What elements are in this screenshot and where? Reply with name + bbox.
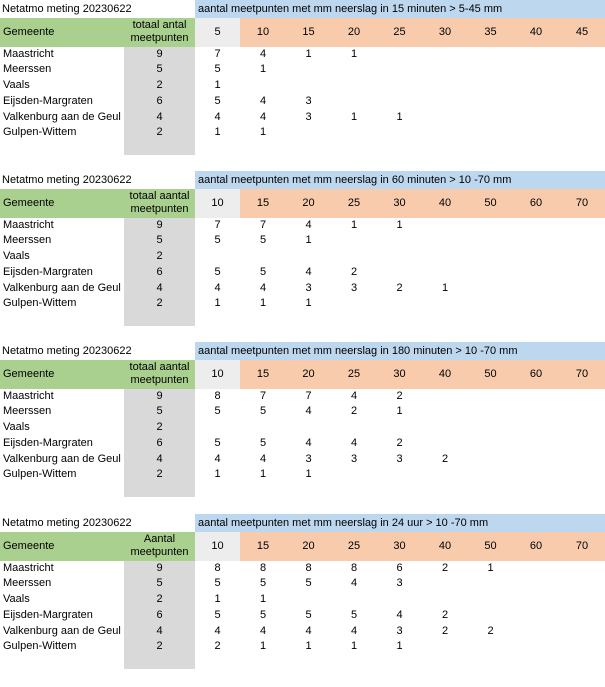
count-cell: 2: [396, 282, 403, 294]
threshold-header: 25: [331, 532, 377, 561]
count-cell: 2: [487, 625, 494, 637]
count-cell: 4: [259, 48, 267, 60]
table-row: [0, 249, 605, 264]
header-total-line: totaal aantal: [129, 190, 190, 202]
table-row: [0, 467, 605, 482]
threshold-header: 15: [286, 18, 331, 47]
municipality-name: Vaals: [3, 593, 30, 605]
municipality-name: Gulpen-Wittem: [3, 126, 77, 138]
count-cell: 5: [259, 405, 267, 417]
threshold-header: 50: [468, 189, 513, 218]
count-cell: 5: [214, 266, 221, 278]
header-gemeente: Gemeente: [0, 189, 124, 218]
table-row: [0, 420, 605, 435]
count-cell: 1: [305, 297, 312, 309]
count-cell: 5: [259, 234, 267, 246]
header-total-line: Aantal: [143, 533, 176, 545]
table-row: [0, 47, 605, 62]
total-value: 5: [156, 577, 163, 589]
count-cell: 8: [259, 562, 267, 574]
municipality-name: Maastricht: [3, 390, 54, 402]
count-cell: 1: [259, 126, 267, 138]
count-cell: 1: [350, 640, 358, 652]
threshold-header: 70: [559, 360, 605, 389]
count-cell: 1: [350, 111, 358, 123]
table-row: [0, 592, 605, 607]
count-cell: 2: [441, 562, 449, 574]
count-cell: 5: [214, 405, 221, 417]
count-cell: 1: [259, 297, 267, 309]
count-cell: 2: [441, 609, 449, 621]
total-value: 2: [156, 250, 163, 262]
count-cell: 4: [259, 625, 267, 637]
count-cell: 1: [396, 219, 403, 231]
municipality-name: Eijsden-Margraten: [3, 266, 93, 278]
municipality-name: Maastricht: [3, 562, 54, 574]
header-gemeente: Gemeente: [0, 18, 124, 47]
table-caption: aantal meetpunten met mm neerslag in 24 uur > 10 -70 mm: [195, 514, 605, 532]
count-cell: 1: [487, 562, 494, 574]
count-cell: 4: [350, 625, 358, 637]
header-total-line: meetpunten: [130, 203, 189, 215]
count-cell: 5: [214, 609, 221, 621]
table-title: Netatmo meting 20230622: [2, 517, 132, 529]
threshold-header: 40: [422, 189, 468, 218]
count-cell: 4: [214, 625, 221, 637]
threshold-header: 50: [468, 360, 513, 389]
count-cell: 4: [214, 111, 221, 123]
total-value: 6: [156, 437, 163, 449]
count-cell: 2: [396, 437, 403, 449]
municipality-name: Maastricht: [3, 48, 54, 60]
threshold-header: 5: [195, 18, 240, 47]
table-row: [0, 576, 605, 591]
threshold-header: 45: [559, 18, 605, 47]
threshold-header: 25: [331, 360, 377, 389]
count-cell: 5: [214, 63, 221, 75]
count-cell: 1: [441, 282, 449, 294]
count-cell: 5: [259, 609, 267, 621]
total-value: 5: [156, 405, 163, 417]
count-cell: 4: [305, 437, 312, 449]
count-cell: 3: [305, 453, 312, 465]
count-cell: 5: [214, 95, 221, 107]
count-cell: 8: [305, 562, 312, 574]
municipality-name: Vaals: [3, 250, 30, 262]
threshold-header: 40: [422, 360, 468, 389]
count-cell: 3: [396, 625, 403, 637]
count-cell: 3: [350, 282, 358, 294]
count-cell: 2: [350, 266, 358, 278]
total-value: 2: [156, 297, 163, 309]
count-cell: 2: [441, 625, 449, 637]
threshold-header: 40: [513, 18, 559, 47]
threshold-header: 25: [377, 18, 422, 47]
total-value: 2: [156, 468, 163, 480]
total-value: 5: [156, 234, 163, 246]
count-cell: 1: [259, 640, 267, 652]
municipality-name: Valkenburg aan de Geul: [3, 282, 121, 294]
count-cell: 8: [350, 562, 358, 574]
count-cell: 5: [305, 609, 312, 621]
header-total: [124, 189, 195, 218]
count-cell: 6: [396, 562, 403, 574]
count-cell: 1: [259, 63, 267, 75]
count-cell: 5: [214, 437, 221, 449]
count-cell: 3: [350, 453, 358, 465]
threshold-header: 10: [195, 189, 240, 218]
threshold-header: 50: [468, 532, 513, 561]
table-row: [0, 265, 605, 280]
count-cell: 1: [305, 468, 312, 480]
table-row: [0, 94, 605, 109]
threshold-header: 15: [240, 360, 286, 389]
count-cell: 8: [214, 390, 221, 402]
threshold-header: 20: [286, 189, 331, 218]
count-cell: 4: [259, 111, 267, 123]
count-cell: 5: [214, 577, 221, 589]
municipality-name: Maastricht: [3, 219, 54, 231]
municipality-name: Gulpen-Wittem: [3, 468, 77, 480]
count-cell: 4: [396, 609, 403, 621]
total-value: 2: [156, 126, 163, 138]
threshold-header: 70: [559, 532, 605, 561]
municipality-name: Valkenburg aan de Geul: [3, 625, 121, 637]
count-cell: 4: [259, 282, 267, 294]
threshold-header: 20: [286, 532, 331, 561]
count-cell: 3: [305, 95, 312, 107]
municipality-name: Vaals: [3, 421, 30, 433]
municipality-name: Valkenburg aan de Geul: [3, 111, 121, 123]
count-cell: 4: [259, 95, 267, 107]
count-cell: 7: [305, 390, 312, 402]
threshold-header: 10: [240, 18, 286, 47]
count-cell: 1: [214, 126, 221, 138]
header-total-line: meetpunten: [130, 32, 189, 44]
count-cell: 4: [305, 219, 312, 231]
header-gemeente: Gemeente: [0, 360, 124, 389]
count-cell: 4: [305, 405, 312, 417]
count-cell: 5: [259, 577, 267, 589]
count-cell: 3: [305, 282, 312, 294]
count-cell: 4: [305, 625, 312, 637]
count-cell: 8: [214, 562, 221, 574]
count-cell: 1: [305, 234, 312, 246]
count-cell: 5: [350, 609, 358, 621]
table-row: [0, 218, 605, 233]
table-row: [0, 452, 605, 467]
municipality-name: Eijsden-Margraten: [3, 609, 93, 621]
count-cell: 1: [259, 468, 267, 480]
count-cell: 4: [214, 453, 221, 465]
header-total-line: meetpunten: [130, 546, 189, 558]
total-value: 9: [156, 48, 163, 60]
threshold-header: 30: [422, 18, 468, 47]
table-title: Netatmo meting 20230622: [2, 174, 132, 186]
header-gemeente: Gemeente: [0, 532, 124, 561]
threshold-header: 10: [195, 360, 240, 389]
threshold-header: 30: [377, 189, 422, 218]
municipality-name: Vaals: [3, 79, 30, 91]
threshold-header: 30: [377, 532, 422, 561]
threshold-header: 10: [195, 532, 240, 561]
count-cell: 4: [259, 453, 267, 465]
total-value: 9: [156, 562, 163, 574]
threshold-header: 35: [468, 18, 513, 47]
count-cell: 7: [259, 219, 267, 231]
threshold-header: 30: [377, 360, 422, 389]
table-row: [0, 436, 605, 451]
table-row: [0, 639, 605, 654]
count-cell: 5: [214, 234, 221, 246]
total-value: 4: [156, 453, 163, 465]
count-cell: 3: [305, 111, 312, 123]
table-row: [0, 389, 605, 404]
threshold-header: 20: [286, 360, 331, 389]
count-cell: 4: [350, 390, 358, 402]
header-total: [124, 18, 195, 47]
threshold-header: 20: [331, 18, 377, 47]
threshold-header: 70: [559, 189, 605, 218]
count-cell: 1: [214, 468, 221, 480]
count-cell: 1: [396, 111, 403, 123]
table-caption: aantal meetpunten met mm neerslag in 15 minuten > 5-45 mm: [195, 0, 605, 18]
count-cell: 1: [259, 593, 267, 605]
total-value: 4: [156, 111, 163, 123]
count-cell: 1: [214, 79, 221, 91]
municipality-name: Meerssen: [3, 405, 52, 417]
municipality-name: Meerssen: [3, 577, 52, 589]
total-value: 9: [156, 390, 163, 402]
header-total: [124, 360, 195, 389]
count-cell: 4: [350, 577, 358, 589]
table-row: [0, 624, 605, 639]
count-cell: 1: [214, 593, 221, 605]
header-total-line: meetpunten: [130, 374, 189, 386]
threshold-header: 15: [240, 189, 286, 218]
threshold-header: 25: [331, 189, 377, 218]
table-row: [0, 62, 605, 77]
count-cell: 4: [350, 437, 358, 449]
total-value: 6: [156, 266, 163, 278]
count-cell: 7: [214, 219, 221, 231]
count-cell: 7: [259, 390, 267, 402]
threshold-header: 60: [513, 360, 559, 389]
total-value: 2: [156, 593, 163, 605]
table-row: [0, 125, 605, 140]
table-title: Netatmo meting 20230622: [2, 3, 132, 15]
count-cell: 1: [214, 297, 221, 309]
table-row: [0, 233, 605, 248]
count-cell: 4: [305, 266, 312, 278]
municipality-name: Meerssen: [3, 234, 52, 246]
header-total: [124, 532, 195, 561]
count-cell: 1: [350, 48, 358, 60]
total-value: 5: [156, 63, 163, 75]
count-cell: 1: [396, 640, 403, 652]
total-value: 6: [156, 95, 163, 107]
total-value: 9: [156, 219, 163, 231]
count-cell: 1: [396, 405, 403, 417]
municipality-name: Eijsden-Margraten: [3, 437, 93, 449]
threshold-header: 15: [240, 532, 286, 561]
table-caption: aantal meetpunten met mm neerslag in 180 minuten > 10 -70 mm: [195, 342, 605, 360]
table-row: [0, 608, 605, 623]
table-row: [0, 78, 605, 93]
total-value: 4: [156, 282, 163, 294]
total-value: 6: [156, 609, 163, 621]
count-cell: 2: [214, 640, 221, 652]
municipality-name: Valkenburg aan de Geul: [3, 453, 121, 465]
threshold-header: 40: [422, 532, 468, 561]
municipality-name: Eijsden-Margraten: [3, 95, 93, 107]
count-cell: 1: [350, 219, 358, 231]
municipality-name: Gulpen-Wittem: [3, 297, 77, 309]
table-row: [0, 296, 605, 311]
table-row: [0, 404, 605, 419]
count-cell: 1: [305, 48, 312, 60]
total-value: 2: [156, 79, 163, 91]
count-cell: 7: [214, 48, 221, 60]
table-row: [0, 561, 605, 576]
total-value: 2: [156, 640, 163, 652]
table-caption: aantal meetpunten met mm neerslag in 60 minuten > 10 -70 mm: [195, 171, 605, 189]
table-row: [0, 110, 605, 125]
count-cell: 5: [259, 266, 267, 278]
total-value: 4: [156, 625, 163, 637]
count-cell: 2: [350, 405, 358, 417]
total-value: 2: [156, 421, 163, 433]
table-title: Netatmo meting 20230622: [2, 345, 132, 357]
header-total-line: totaal aantal: [129, 361, 190, 373]
count-cell: 2: [441, 453, 449, 465]
count-cell: 3: [396, 453, 403, 465]
municipality-name: Meerssen: [3, 63, 52, 75]
table-row: [0, 281, 605, 296]
count-cell: 2: [396, 390, 403, 402]
count-cell: 3: [396, 577, 403, 589]
count-cell: 5: [259, 437, 267, 449]
municipality-name: Gulpen-Wittem: [3, 640, 77, 652]
header-total-line: totaal antal: [132, 19, 187, 31]
count-cell: 5: [305, 577, 312, 589]
count-cell: 1: [305, 640, 312, 652]
threshold-header: 60: [513, 189, 559, 218]
count-cell: 4: [214, 282, 221, 294]
threshold-header: 60: [513, 532, 559, 561]
